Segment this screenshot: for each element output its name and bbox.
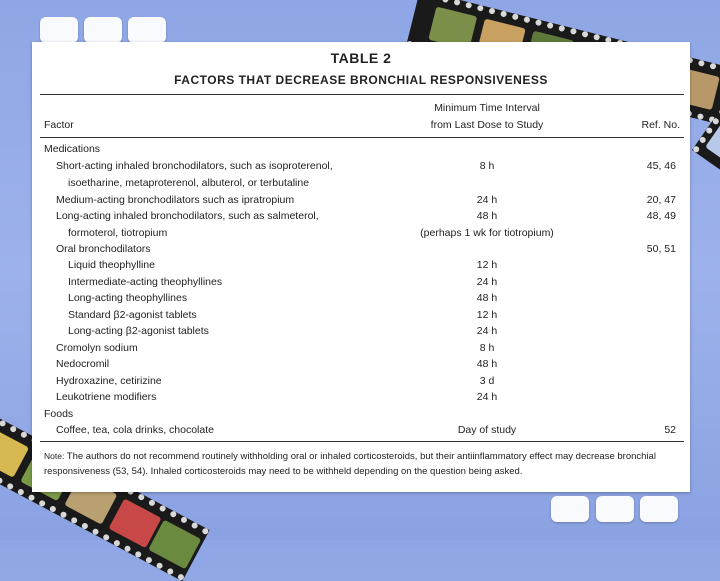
nav-tab-3[interactable]: [128, 17, 166, 43]
factor-cell: Coffee, tea, cola drinks, chocolate: [56, 424, 214, 436]
factor-cell: Intermediate-acting theophyllines: [68, 276, 223, 288]
time-cell: 48 h: [476, 292, 498, 304]
factor-cell: Short-acting inhaled bronchodilators, such as isoproterenol,: [56, 160, 333, 172]
time-cell: 24 h: [476, 325, 498, 337]
nav-tab-2[interactable]: [84, 17, 122, 43]
factor-cell: Hydroxazine, cetirizine: [56, 375, 162, 387]
table-row: [32, 408, 690, 424]
time-cell: 48 h: [476, 358, 498, 370]
factor-cell: Cromolyn sodium: [56, 342, 138, 354]
table-title: FACTORS THAT DECREASE BRONCHIAL RESPONSIVENESS: [174, 73, 548, 87]
header-ref: Ref. No.: [641, 119, 680, 131]
time-cell: 12 h: [476, 259, 498, 271]
time-cell: Day of study: [457, 424, 517, 436]
nav-tab-6[interactable]: [640, 496, 678, 522]
ref-cell: 20, 47: [646, 194, 676, 206]
time-cell: 8 h: [479, 160, 495, 172]
factor-cell: Nedocromil: [56, 358, 110, 370]
factor-cell: Long-acting β2-agonist tablets: [68, 325, 209, 337]
rule-top: [40, 94, 684, 95]
time-cell: 12 h: [476, 309, 498, 321]
header-time-line2: from Last Dose to Study: [430, 119, 544, 131]
nav-tab-1[interactable]: [40, 17, 78, 43]
time-cell: (perhaps 1 wk for tiotropium): [420, 227, 554, 239]
factor-cell: Long-acting theophyllines: [68, 292, 188, 304]
factor-cell: Oral bronchodilators: [56, 243, 151, 255]
table-row: [32, 391, 690, 407]
table-row: [32, 259, 690, 275]
table-row: [32, 160, 690, 176]
table-row: [32, 375, 690, 391]
table-row: [32, 227, 690, 243]
nav-tab-4[interactable]: [551, 496, 589, 522]
factor-cell: Leukotriene modifiers: [56, 391, 157, 403]
table-row: [32, 177, 690, 193]
time-cell: 24 h: [476, 391, 498, 403]
factor-cell: Medications: [44, 143, 101, 155]
note-text: The authors do not recommend routinely withholding oral or inhaled corticosteroids, but their antiinflammatory effect may decrease bronchial responsiveness (53, 54). Inhaled corticosteroids may need to be withheld depending on the question being asked.: [44, 451, 656, 477]
header-factor: Factor: [44, 119, 74, 131]
factor-cell: Medium-acting bronchodilators such as ipratropium: [56, 194, 295, 206]
table-document: [32, 42, 690, 492]
ref-cell: 45, 46: [646, 160, 676, 172]
rule-bottom: [40, 441, 684, 442]
note-label: Note:: [44, 451, 65, 461]
table-row: [32, 210, 690, 226]
factor-cell: Foods: [44, 408, 74, 420]
table-row: [32, 309, 690, 325]
factor-cell: formoterol, tiotropium: [68, 227, 168, 239]
time-cell: 3 d: [479, 375, 495, 387]
rule-header: [40, 137, 684, 138]
table-row: [32, 424, 690, 440]
factor-cell: Standard β2-agonist tablets: [68, 309, 197, 321]
ref-cell: 50, 51: [646, 243, 676, 255]
time-cell: 24 h: [476, 194, 498, 206]
table-number: TABLE 2: [330, 50, 392, 66]
time-cell: 48 h: [476, 210, 498, 222]
time-cell: 24 h: [476, 276, 498, 288]
time-cell: 8 h: [479, 342, 495, 354]
factor-cell: Long-acting inhaled bronchodilators, such as salmeterol,: [56, 210, 319, 222]
table-row: [32, 194, 690, 210]
table-row: [32, 276, 690, 292]
ref-cell: 48, 49: [646, 210, 676, 222]
factor-cell: isoetharine, metaproterenol, albuterol, or terbutaline: [68, 177, 310, 189]
factor-cell: Liquid theophylline: [68, 259, 155, 271]
table-row: [32, 325, 690, 341]
table-row: [32, 292, 690, 308]
header-time-line1: Minimum Time Interval: [434, 102, 540, 114]
table-row: [32, 342, 690, 358]
nav-tab-5[interactable]: [596, 496, 634, 522]
table-note: [44, 449, 674, 479]
ref-cell: 52: [664, 424, 676, 436]
table-row: [32, 143, 690, 159]
table-row: [32, 243, 690, 259]
table-row: [32, 358, 690, 374]
